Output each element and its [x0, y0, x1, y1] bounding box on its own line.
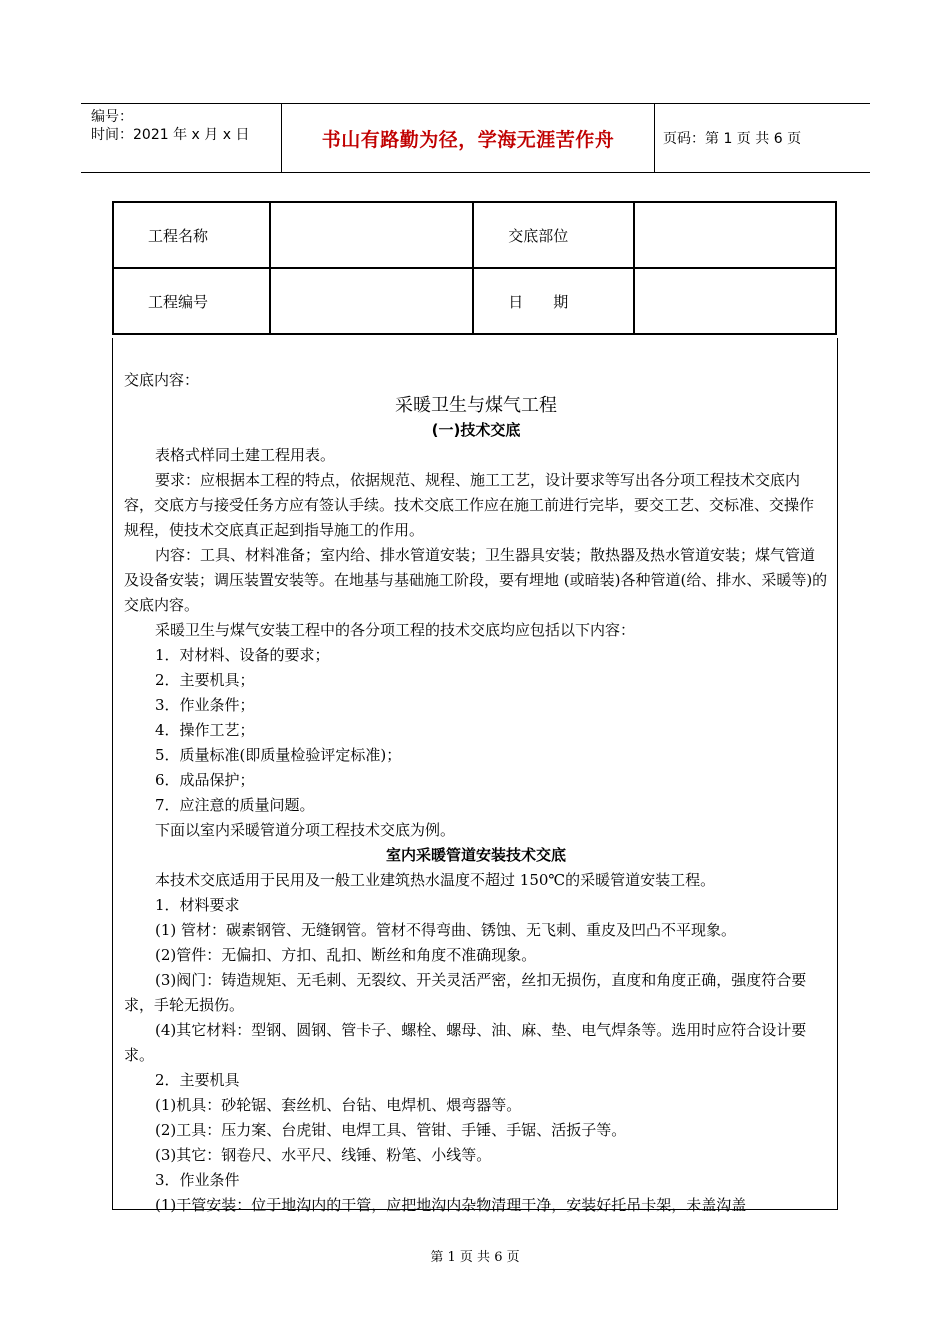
list-item: 2．主要机具； — [155, 671, 255, 689]
location-label: 交底部位 — [473, 202, 633, 268]
project-no-label: 工程编号 — [113, 268, 270, 334]
section-paragraph: (1)干管安装：位于地沟内的干管，应把地沟内杂物清理干净，安装好托吊卡架，未盖沟盖 — [155, 1196, 747, 1214]
section-paragraph: (2)工具：压力案、台虎钳、电焊工具、管钳、手锤、手锯、活扳子等。 — [155, 1121, 627, 1139]
time-label: 时间：2021 年 x 月 x 日 — [91, 127, 250, 143]
content-subtitle: (一)技术交底 — [431, 421, 521, 439]
list-item: 4．操作工艺； — [155, 721, 255, 739]
content-box — [112, 338, 838, 1214]
list-item: 5．质量标准(即质量检验评定标准)； — [155, 746, 402, 764]
section-paragraph: 1．材料要求 — [155, 896, 240, 914]
page-header — [81, 103, 870, 173]
date-value — [634, 268, 836, 334]
paragraph: 表格式样同土建工程用表。 — [155, 446, 336, 464]
section-paragraph: 2．主要机具 — [155, 1071, 240, 1089]
info-row-2 — [113, 268, 836, 334]
project-name-value — [270, 202, 473, 268]
project-no-value — [270, 268, 473, 334]
section-paragraph: 3．作业条件 — [155, 1171, 240, 1189]
content-title: 采暖卫生与煤气工程 — [395, 395, 557, 416]
date-label: 日 期 — [473, 268, 633, 334]
list-item: 1．对材料、设备的要求； — [155, 646, 330, 664]
section-title: 室内采暖管道安装技术交底 — [385, 846, 566, 864]
location-value — [634, 202, 836, 268]
content-lead: 交底内容： — [124, 371, 200, 389]
project-name-label: 工程名称 — [113, 202, 270, 268]
page-footer: 第 1 页 共 6 页 — [430, 1250, 520, 1265]
list-item: 6．成品保护； — [155, 771, 255, 789]
section-paragraph: (1) 管材：碳素钢管、无缝钢管。管材不得弯曲、锈蚀、无飞刺、重皮及凹凸不平现象。 — [155, 921, 737, 939]
paragraph: 下面以室内采暖管道分项工程技术交底为例。 — [155, 821, 456, 839]
serial-label: 编号： — [91, 109, 133, 125]
paragraph: 内容：工具、材料准备；室内给、排水管道安装；卫生器具安装；散热器及热水管道安装；煤气管道及设备安装；调压装置安装等。在地基与基础施工阶段，要有埋地 (或暗装)各种管道(给、排水、采暖等)的交底内容。 — [124, 546, 828, 614]
section-paragraph: (3)其它：钢卷尺、水平尺、线锤、粉笔、小线等。 — [155, 1146, 492, 1164]
header-motto-cell — [281, 104, 655, 172]
info-row-1 — [113, 202, 836, 268]
list-item: 3．作业条件； — [155, 696, 255, 714]
header-page-info: 页码：第 1 页 共 6 页 — [663, 131, 802, 147]
section-paragraph: (4)其它材料：型钢、圆钢、管卡子、螺栓、螺母、油、麻、垫、电气焊条等。选用时应符合设计要求。 — [124, 1021, 807, 1064]
header-motto: 书山有路勤为径，学海无涯苦作舟 — [321, 128, 615, 151]
header-meta — [91, 108, 249, 144]
section-paragraph: 本技术交底适用于民用及一般工业建筑热水温度不超过 150℃的采暖管道安装工程。 — [155, 871, 716, 889]
list-item: 7．应注意的质量问题。 — [155, 796, 315, 814]
paragraph: 要求：应根据本工程的特点，依据规范、规程、施工工艺，设计要求等写出各分项工程技术交底内容，交底方与接受任务方应有签认手续。技术交底工作应在施工前进行完毕，要交工艺、交标准、交操作规程，使技术交底真正起到指导施工的作用。 — [124, 471, 815, 539]
project-info-table — [112, 201, 837, 335]
section-paragraph: (3)阀门：铸造规矩、无毛刺、无裂纹、开关灵活严密，丝扣无损伤，直度和角度正确，强度符合要求，手轮无损伤。 — [124, 971, 807, 1014]
section-paragraph: (2)管件：无偏扣、方扣、乱扣、断丝和角度不准确现象。 — [155, 946, 537, 964]
paragraph: 采暖卫生与煤气安装工程中的各分项工程的技术交底均应包括以下内容： — [155, 621, 636, 639]
section-paragraph: (1)机具：砂轮锯、套丝机、台钻、电焊机、煨弯器等。 — [155, 1096, 522, 1114]
content-body — [124, 368, 828, 1218]
